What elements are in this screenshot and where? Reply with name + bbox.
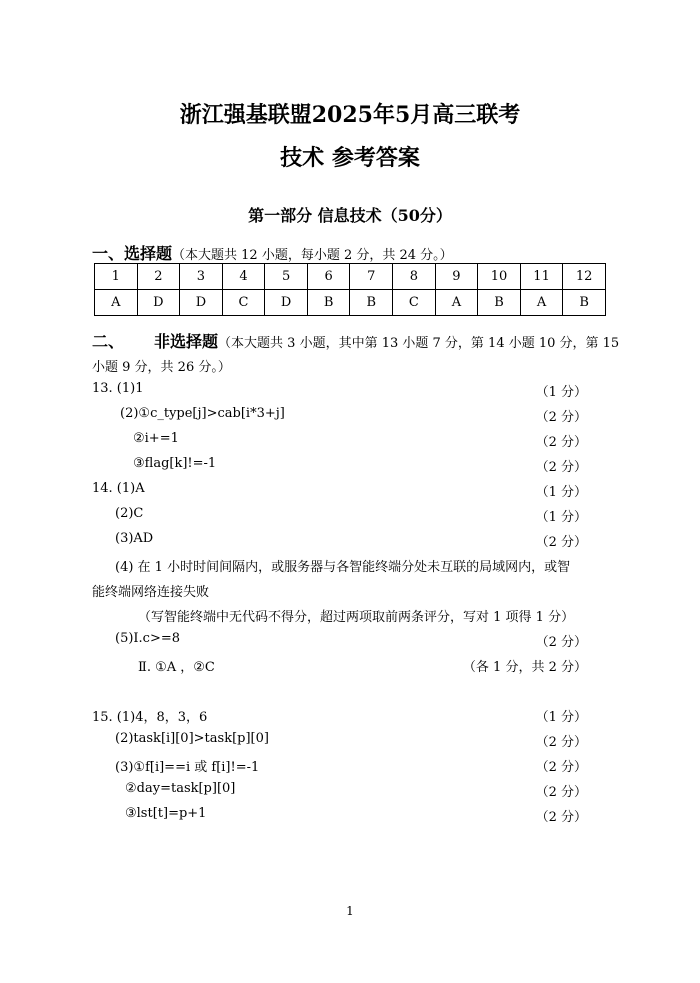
q14-answer-line: 14. (1)A <box>92 481 145 496</box>
question-number-cell: 4 <box>222 264 265 290</box>
answer-table-number-row <box>95 264 606 290</box>
q13-answer-line: 13. (1)1 <box>92 381 144 396</box>
question-number-cell: 6 <box>307 264 350 290</box>
answer-cell: B <box>563 290 606 316</box>
answer-cell: A <box>95 290 138 316</box>
q14-4-grading-note: （写智能终端中无代码不得分，超过两项取前两条评分，写对 1 项得 1 分） <box>138 610 575 625</box>
q15-answer-line: (2)task[i][0]>task[p][0] <box>115 731 269 746</box>
nonmc-note-line2: 小题 9 分，共 26 分。） <box>92 360 231 375</box>
answer-cell: D <box>265 290 308 316</box>
q14-4-answer-line1: (4) 在 1 小时时间间隔内，或服务器与各智能终端分处未互联的局域网内，或智 <box>115 560 571 575</box>
answer-cell: D <box>180 290 223 316</box>
question-number-cell: 3 <box>180 264 223 290</box>
q15-score: （1 分） <box>535 710 587 725</box>
question-number-cell: 1 <box>95 264 138 290</box>
q13-score: （2 分） <box>535 435 587 450</box>
document-title: 浙江强基联盟2025年5月高三联考 <box>179 102 521 128</box>
answer-cell: D <box>137 290 180 316</box>
q13-answer-line: ③flag[k]!=-1 <box>133 456 217 471</box>
q14-4-answer-line2: 能终端网络连接失败 <box>92 585 210 600</box>
q13-answer-line: (2)①c_type[j]>cab[i*3+j] <box>120 406 285 421</box>
q14-score: （1 分） <box>535 485 587 500</box>
q14-answer-line: (3)AD <box>115 531 154 546</box>
q13-score: （2 分） <box>535 410 587 425</box>
question-number-cell: 2 <box>137 264 180 290</box>
question-number-cell: 11 <box>520 264 563 290</box>
mc-heading: 一、选择题 <box>92 244 173 263</box>
q15-answer-line: (3)①f[i]==i 或 f[i]!=-1 <box>115 760 260 775</box>
answer-table <box>94 263 606 316</box>
nonmc-heading-number: 二、 <box>92 332 125 351</box>
q14-5-answer-line: (5)Ⅰ.c>=8 <box>115 631 181 646</box>
q15-answer-line: ③lst[t]=p+1 <box>125 806 207 821</box>
q15-answer-line: ②day=task[p][0] <box>125 781 236 796</box>
question-number-cell: 8 <box>393 264 436 290</box>
nonmc-heading: 非选择题 <box>154 332 219 351</box>
answer-cell: A <box>435 290 478 316</box>
mc-section-heading <box>92 241 453 264</box>
answer-cell: B <box>350 290 393 316</box>
answer-cell: A <box>520 290 563 316</box>
question-number-cell: 5 <box>265 264 308 290</box>
question-number-cell: 10 <box>478 264 521 290</box>
q14-5-score: （各 1 分，共 2 分） <box>462 660 587 675</box>
q15-score: （2 分） <box>535 810 587 825</box>
q13-score: （1 分） <box>535 385 587 400</box>
q14-answer-line: (2)C <box>115 506 144 521</box>
answer-cell: B <box>478 290 521 316</box>
answer-table-answer-row <box>95 290 606 316</box>
q14-5-score: （2 分） <box>535 635 587 650</box>
q13-score: （2 分） <box>535 460 587 475</box>
answer-cell: B <box>307 290 350 316</box>
q15-score: （2 分） <box>535 735 587 750</box>
nonmc-note-line1: （本大题共 3 小题，其中第 13 小题 7 分，第 14 小题 10 分，第 15 <box>218 336 620 351</box>
part-heading: 第一部分 信息技术（50分） <box>248 206 452 225</box>
question-number-cell: 9 <box>435 264 478 290</box>
q15-score: （2 分） <box>535 785 587 800</box>
q15-answer-line: 15. (1)4，8，3，6 <box>92 710 208 725</box>
answer-cell: C <box>393 290 436 316</box>
nonmc-section-heading <box>92 329 619 352</box>
document-subtitle: 技术 参考答案 <box>280 145 420 171</box>
q14-score: （1 分） <box>535 510 587 525</box>
q13-answer-line: ②i+=1 <box>133 431 179 446</box>
question-number-cell: 12 <box>563 264 606 290</box>
page-number: 1 <box>346 904 354 918</box>
mc-note: （本大题共 12 小题，每小题 2 分，共 24 分。） <box>172 248 453 263</box>
q14-5-answer-line: Ⅱ. ①A ，②C <box>138 660 215 675</box>
answer-cell: C <box>222 290 265 316</box>
q14-score: （2 分） <box>535 535 587 550</box>
question-number-cell: 7 <box>350 264 393 290</box>
q15-score: （2 分） <box>535 760 587 775</box>
